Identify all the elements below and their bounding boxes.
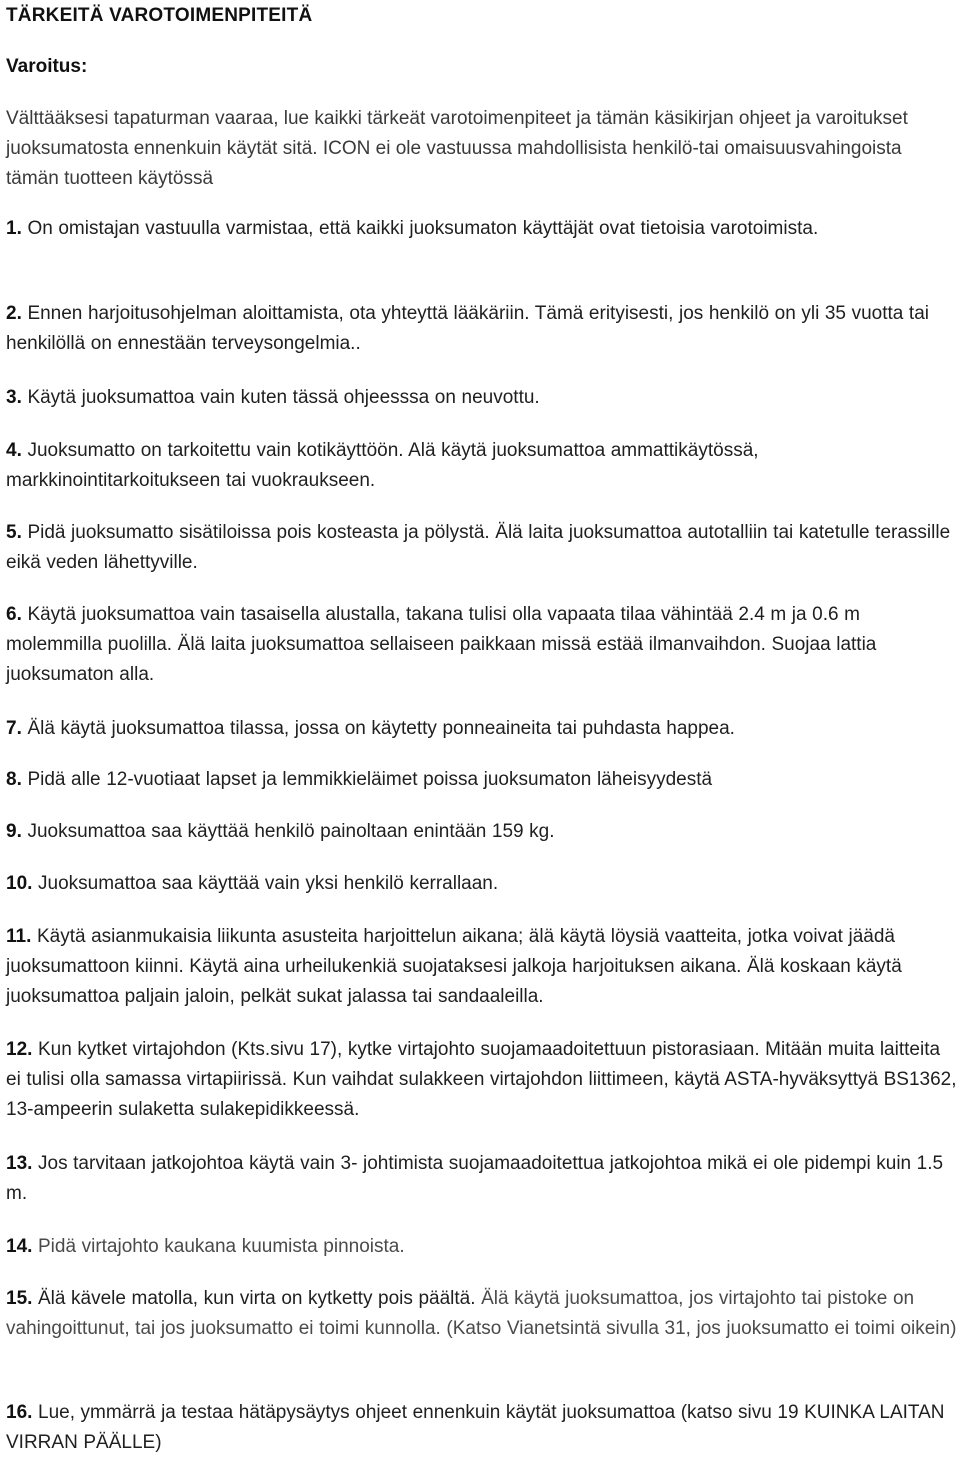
item-number: 15.: [6, 1288, 33, 1309]
list-item-8: [6, 765, 960, 795]
item-text: Juoksumattoa saa käyttää vain yksi henkilö kerrallaan.: [32, 873, 499, 894]
item-number: 2.: [6, 303, 22, 324]
item-number: 12.: [6, 1039, 33, 1060]
list-item-11: [6, 922, 960, 1012]
page-title: TÄRKEITÄ VAROTOIMENPITEITÄ: [6, 5, 313, 26]
item-number: 1.: [6, 218, 22, 239]
list-item-13: [6, 1149, 960, 1209]
item-text: Pidä alle 12-vuotiaat lapset ja lemmikkieläimet poissa juoksumaton läheisyydestä: [21, 769, 713, 790]
list-item-6: [6, 600, 960, 690]
list-item-9: [6, 817, 960, 847]
list-item-5: [6, 518, 960, 578]
item-text: Älä kävele matolla, kun virta on kytketty pois päältä.: [32, 1288, 476, 1309]
item-number: 10.: [6, 873, 33, 894]
item-text-extra: Älä käytä juoksumattoa, jos virtajohto tai pistoke on vahingoittunut, tai jos juoksumatto ei toimi kunnolla. (Katso Vianetsintä sivulla 31, jos juoksumatto ei toimi oikein): [6, 1288, 957, 1339]
list-item-4: [6, 436, 960, 496]
list-item-16: [6, 1398, 960, 1458]
item-text: Pidä virtajohto kaukana kuumista pinnoista.: [32, 1236, 405, 1257]
item-text: Käytä juoksumattoa vain kuten tässä ohjeesssa on neuvottu.: [21, 387, 540, 408]
item-number: 14.: [6, 1236, 33, 1257]
list-item-12: [6, 1035, 960, 1125]
list-item-1: [6, 214, 960, 244]
item-text: Juoksumattoa saa käyttää henkilö painoltaan enintään 159 kg.: [21, 821, 555, 842]
list-item-7: [6, 714, 960, 744]
item-number: 16.: [6, 1402, 33, 1423]
item-number: 11.: [6, 926, 32, 947]
item-text: Ennen harjoitusohjelman aloittamista, ota yhteyttä lääkäriin. Tämä erityisesti, jos henkilö on yli 35 vuotta tai henkilöllä on ennestään terveysongelmia..: [6, 303, 929, 354]
list-item-3: [6, 383, 960, 413]
item-number: 6.: [6, 604, 22, 625]
item-text: Käytä asianmukaisia liikunta asusteita harjoittelun aikana; älä käytä löysiä vaatteita, jotka voivat jäädä juoksumattoon kiinni. Käytä aina urheilukenkiä suojataksesi jalkoja harjoituksen aikana. Älä koskaan käytä juoksumattoa paljain jaloin, pelkät sukat jalassa tai sandaaleilla.: [6, 926, 902, 1007]
list-item-15: [6, 1284, 960, 1344]
item-text: On omistajan vastuulla varmistaa, että kaikki juoksumaton käyttäjät ovat tietoisia varotoimista.: [21, 218, 819, 239]
item-text: Lue, ymmärrä ja testaa hätäpysäytys ohjeet ennenkuin käytät juoksumattoa (katso sivu 19 KUINKA LAITAN VIRRAN PÄÄLLE): [6, 1402, 945, 1453]
list-item-10: [6, 869, 960, 899]
item-number: 7.: [6, 718, 22, 739]
item-number: 8.: [6, 769, 22, 790]
item-number: 13.: [6, 1153, 33, 1174]
item-text: Juoksumatto on tarkoitettu vain kotikäyttöön. Alä käytä juoksumattoa ammattikäytössä, markkinointitarkoitukseen tai vuokraukseen.: [6, 440, 759, 491]
item-text: Pidä juoksumatto sisätiloissa pois kosteasta ja pölystä. Älä laita juoksumattoa autotalliin tai katetulle terassille eikä veden lähettyville.: [6, 522, 951, 573]
item-text: Käytä juoksumattoa vain tasaisella alustalla, takana tulisi olla vapaata tilaa vähintää 2.4 m ja 0.6 m molemmilla puolilla. Älä laita juoksumattoa sellaiseen paikkaan missä estää ilmanvaihdon. Suojaa lattia juoksumaton alla.: [6, 604, 877, 685]
intro-paragraph: Välttääksesi tapaturman vaaraa, lue kaikki tärkeät varotoimenpiteet ja tämän käsikirjan ohjeet ja varoitukset juoksumatosta ennenkuin käytät sitä. ICON ei ole vastuussa mahdollisista henkilö-tai omaisuusvahingoista tämän tuotteen käytössä: [6, 108, 908, 189]
item-number: 9.: [6, 821, 22, 842]
list-item-14: [6, 1232, 960, 1262]
item-number: 3.: [6, 387, 22, 408]
warning-heading: Varoitus:: [6, 56, 88, 77]
item-text: Kun kytket virtajohdon (Kts.sivu 17), kytke virtajohto suojamaadoitettuun pistorasiaan. Mitään muita laitteita ei tulisi olla samassa virtapiirissä. Kun vaihdat sulakkeen virtajohdon liittimeen, käytä ASTA-hyväksyttyä BS1362, 13-ampeerin sulaketta sulakepidikkeessä.: [6, 1039, 957, 1120]
list-item-2: [6, 299, 960, 359]
item-text: Älä käytä juoksumattoa tilassa, jossa on käytetty ponneaineita tai puhdasta happea.: [21, 718, 735, 739]
item-text: Jos tarvitaan jatkojohtoa käytä vain 3- johtimista suojamaadoitettua jatkojohtoa mikä ei ole pidempi kuin 1.5 m.: [6, 1153, 944, 1204]
item-number: 4.: [6, 440, 22, 461]
item-number: 5.: [6, 522, 22, 543]
